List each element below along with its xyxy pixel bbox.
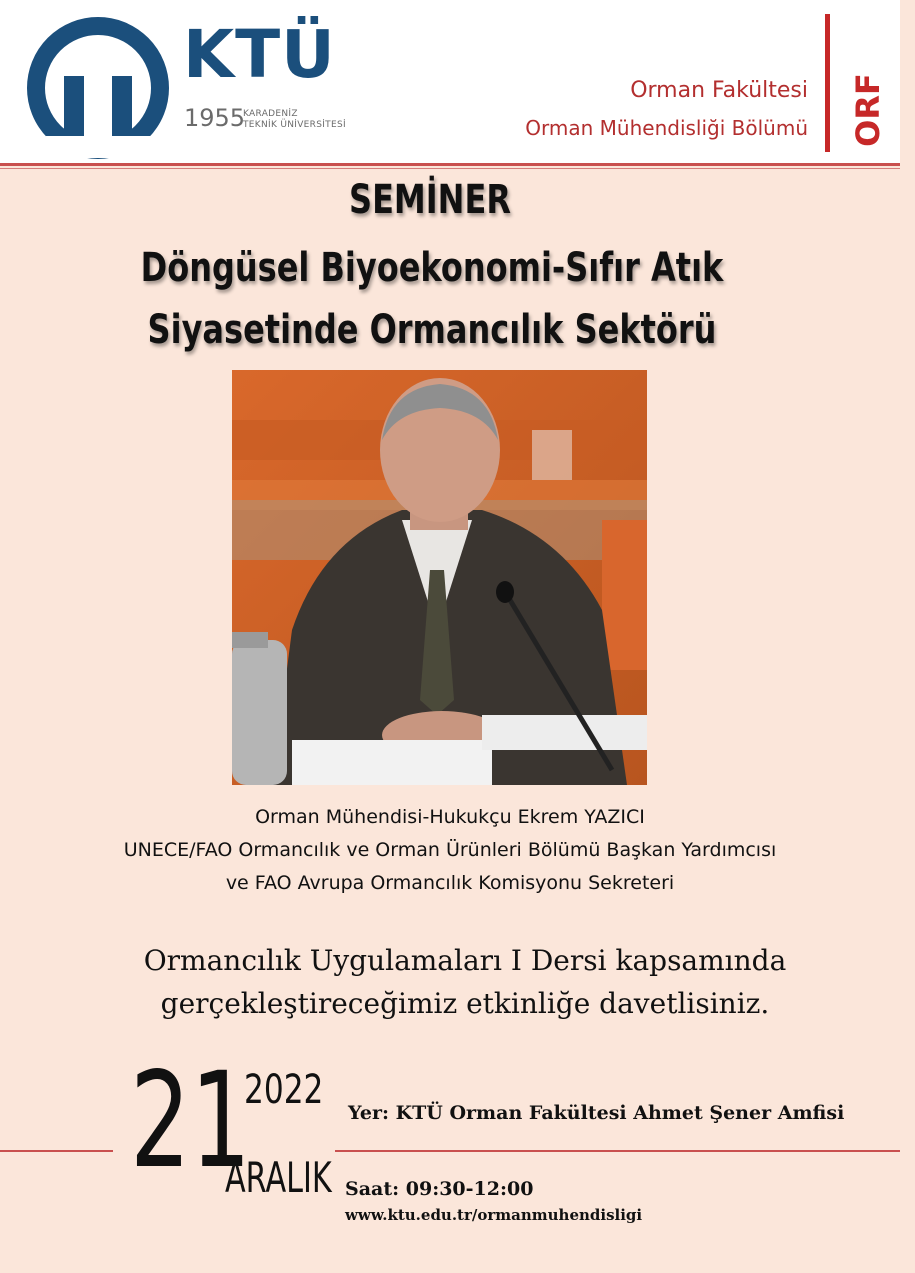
ktu-wordmark: KTÜ (183, 16, 336, 93)
event-title-line1: Döngüsel Biyoekonomi-Sıfır Atık (140, 245, 724, 291)
department-name: Orman Mühendisliği Bölümü (525, 116, 808, 140)
event-venue: Yer: KTÜ Orman Fakültesi Ahmet Şener Amfisi (348, 1102, 845, 1124)
event-title-line2: Siyasetinde Ormancılık Sektörü (147, 307, 717, 353)
event-day: 21 (130, 1044, 251, 1198)
ktu-university-line1: KARADENİZ (243, 109, 298, 119)
department-url[interactable]: www.ktu.edu.tr/ormanmuhendisligi (345, 1206, 643, 1224)
faculty-code-logo (849, 66, 887, 154)
ktu-logo-icon (26, 18, 172, 158)
event-time: Saat: 09:30-12:00 (345, 1178, 534, 1200)
footer-rule-left (0, 1150, 113, 1152)
faculty-code: ORF (849, 73, 887, 147)
invitation-line2: gerçekleştireceğimiz etkinliğe davetlisiniz. (160, 987, 770, 1020)
event-month: ARALIK (225, 1153, 332, 1202)
header-divider (825, 14, 830, 152)
header-band (0, 0, 900, 163)
event-type: SEMİNER (349, 177, 511, 223)
faculty-name: Orman Fakültesi (630, 78, 808, 103)
invitation-line1: Ormancılık Uygulamaları I Dersi kapsamında (143, 944, 787, 977)
ktu-year: 1955 (184, 104, 246, 132)
footer-rule-right (335, 1150, 900, 1152)
speaker-title-line2: ve FAO Avrupa Ormancılık Komisyonu Sekreteri (225, 872, 675, 894)
speaker-photo (232, 370, 647, 785)
ktu-university-line2: TEKNİK ÜNİVERSİTESİ (243, 120, 346, 130)
header-rule (0, 163, 900, 166)
header-rule-thin (0, 168, 900, 169)
speaker-name: Orman Mühendisi-Hukukçu Ekrem YAZICI (255, 806, 645, 828)
event-year: 2022 (244, 1067, 324, 1113)
speaker-title-line1: UNECE/FAO Ormancılık ve Orman Ürünleri Bölümü Başkan Yardımcısı (123, 839, 777, 861)
